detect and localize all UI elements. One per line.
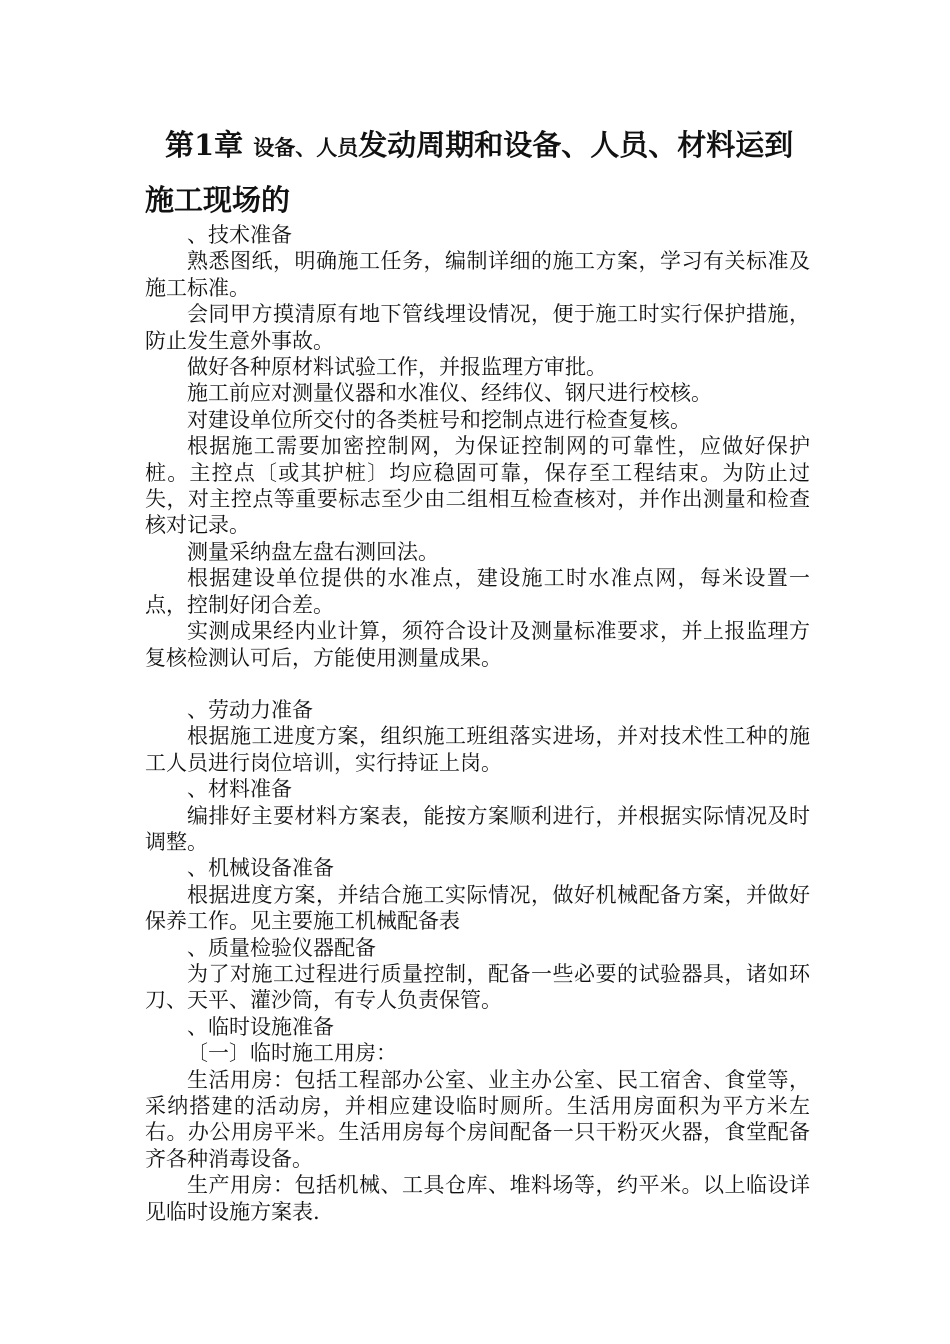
chapter-title-main: 发动周期和设备、人员、材料运到 [358,128,794,162]
paragraph: 根据施工进度方案，组织施工班组落实进场，并对技术性工种的施工人员进行岗位培训，实行持证上岗。 [145,724,810,775]
paragraph: 测量采纳盘左盘右测回法。 [187,539,439,564]
paragraph: 实测成果经内业计算，须符合设计及测量标准要求，并上报监理方复核检测认可后，方能使用测量成果。 [145,619,810,670]
paragraph: 对建设单位所交付的各类桩号和挖制点进行检查复核。 [187,407,691,432]
paragraph: 生产用房：包括机械、工具仓库、堆料场等，约平米。以上临设详见临时设施方案表. [145,1173,810,1224]
paragraph: 为了对施工过程进行质量控制，配备一些必要的试验器具，诸如环刀、天平、灌沙筒，有专人负责保管。 [145,961,810,1013]
paragraph: 根据施工需要加密控制网，为保证控制网的可靠性，应做好保护桩。主控点〔或其护桩〕均应稳固可靠，保存至工程结束。为防止过失，对主控点等重要标志至少由二组相互检查核对，并作出测量和检查核对记录。 [145,434,810,538]
section-heading-machinery: 、机械设备准备 [187,856,334,881]
blank-line [145,671,810,697]
section-heading-materials: 、材料准备 [187,777,292,802]
chapter-title-line-2: 施工现场的 [145,183,291,217]
paragraph: 做好各种原材料试验工作，并报监理方审批。 [187,355,607,380]
paragraph: 生活用房：包括工程部办公室、业主办公室、民工宿舍、食堂等，采纳搭建的活动房，并相应建设临时厕所。生活用房面积为平方米左右。办公用房平米。生活用房每个房间配备一只干粉灭火器，食堂配备齐各种消毒设备。 [145,1067,810,1171]
paragraph: 根据进度方案，并结合施工实际情况，做好机械配备方案，并做好保养工作。见主要施工机械配备表 [145,882,810,934]
chapter-title [145,118,815,226]
chapter-number: 第1章 [165,128,254,162]
chapter-title-small: 设备、人员 [253,135,359,160]
section-heading-temporary-facilities: 、临时设施准备 [187,1014,334,1039]
document-body [145,222,810,1225]
chapter-title-line-1 [145,118,815,174]
section-heading-quality-instruments: 、质量检验仪器配备 [187,935,376,960]
paragraph: 施工前应对测量仪器和水准仪、经纬仪、钢尺进行校核。 [187,381,712,406]
section-heading-technical: 、技术准备 [187,223,292,247]
paragraph: 编排好主要材料方案表，能按方案顺利进行，并根据实际情况及时调整。 [145,803,810,854]
section-heading-labor: 、劳动力准备 [187,697,313,722]
paragraph: 会同甲方摸清原有地下管线埋设情况，便于施工时实行保护措施，防止发生意外事故。 [145,302,810,353]
paragraph: 根据建设单位提供的水准点，建设施工时水准点网，每米设置一点，控制好闭合差。 [145,566,810,617]
subheading-temporary-buildings: 〔一〕临时施工用房： [187,1041,397,1066]
paragraph: 熟悉图纸，明确施工任务，编制详细的施工方案，学习有关标准及施工标准。 [145,249,810,300]
